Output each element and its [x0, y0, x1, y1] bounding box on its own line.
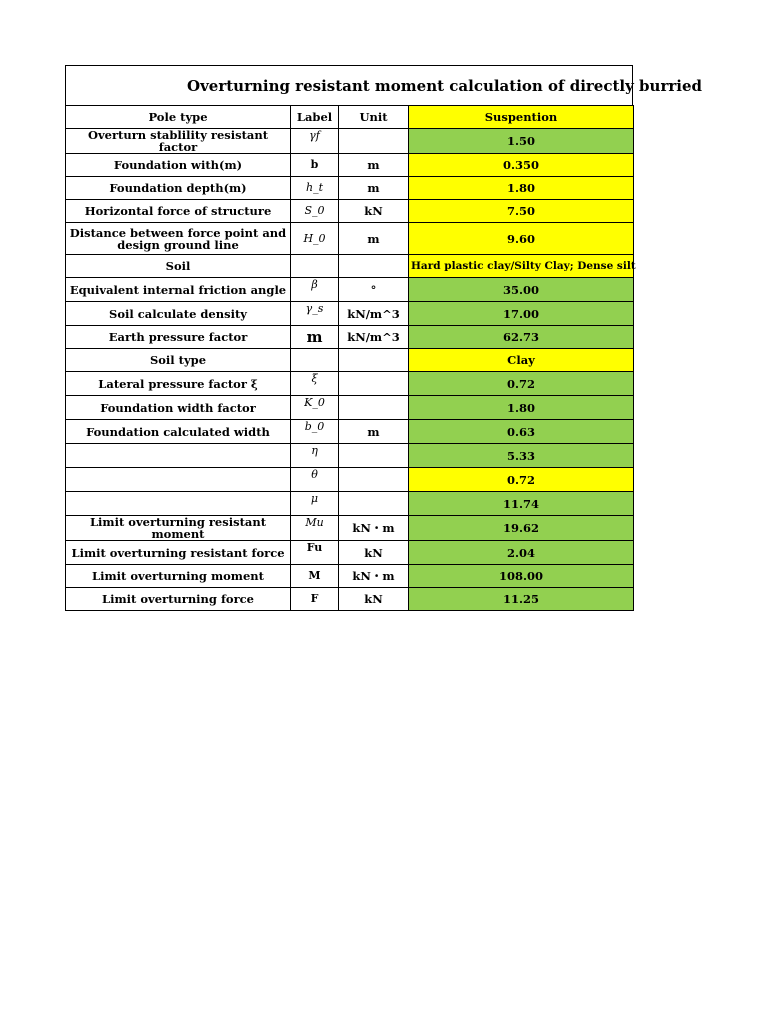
- row-unit: kN・m: [339, 565, 409, 588]
- calculation-sheet: [65, 65, 702, 611]
- row-name: Equivalent internal friction angle: [66, 278, 291, 302]
- header-value: Suspention: [409, 106, 634, 129]
- row-unit: [339, 255, 409, 278]
- table-row: [66, 516, 634, 541]
- row-name: Foundation depth(m): [66, 177, 291, 200]
- header-pole-type: Pole type: [66, 106, 291, 129]
- row-value: Hard plastic clay/Silty Clay; Dense silt: [409, 255, 634, 278]
- row-name: Foundation with(m): [66, 154, 291, 177]
- row-label: γf: [291, 129, 339, 154]
- row-name: Distance between force point and design ground line: [66, 223, 291, 255]
- row-unit: m: [339, 177, 409, 200]
- header-row: [66, 106, 634, 129]
- row-unit: kN・m: [339, 516, 409, 541]
- row-label: β: [291, 278, 339, 302]
- table-row: [66, 177, 634, 200]
- row-value: 9.60: [409, 223, 634, 255]
- table-row: [66, 541, 634, 565]
- row-name: Soil type: [66, 349, 291, 372]
- row-unit: kN/m^3: [339, 326, 409, 349]
- row-value: 7.50: [409, 200, 634, 223]
- row-label: Fu: [291, 541, 339, 565]
- row-unit: kN: [339, 588, 409, 611]
- row-value: 2.04: [409, 541, 634, 565]
- table-row: [66, 468, 634, 492]
- row-unit: kN/m^3: [339, 302, 409, 326]
- row-name: Soil calculate density: [66, 302, 291, 326]
- row-label: θ: [291, 468, 339, 492]
- table-row: [66, 326, 634, 349]
- row-value: 0.350: [409, 154, 634, 177]
- row-label: m: [291, 326, 339, 349]
- row-unit: [339, 468, 409, 492]
- sheet-title: Overturning resistant moment calculation of directly burried: [65, 65, 633, 105]
- row-unit: [339, 349, 409, 372]
- table-row: [66, 223, 634, 255]
- row-name: Limit overturning force: [66, 588, 291, 611]
- table-row: [66, 349, 634, 372]
- row-name: Foundation calculated width: [66, 420, 291, 444]
- row-unit: m: [339, 223, 409, 255]
- row-label: γ_s: [291, 302, 339, 326]
- row-value: 0.72: [409, 468, 634, 492]
- table-row: [66, 154, 634, 177]
- row-value: Clay: [409, 349, 634, 372]
- row-label: [291, 349, 339, 372]
- row-value: 1.80: [409, 396, 634, 420]
- table-row: [66, 129, 634, 154]
- table-row: [66, 278, 634, 302]
- row-name: Overturn stablility resistant factor: [66, 129, 291, 154]
- row-label: F: [291, 588, 339, 611]
- header-unit: Unit: [339, 106, 409, 129]
- row-name: Earth pressure factor: [66, 326, 291, 349]
- row-value: 0.63: [409, 420, 634, 444]
- table-row: [66, 588, 634, 611]
- row-value: 0.72: [409, 372, 634, 396]
- row-name: Soil: [66, 255, 291, 278]
- row-unit: [339, 396, 409, 420]
- row-label: S_0: [291, 200, 339, 223]
- row-unit: °: [339, 278, 409, 302]
- row-unit: [339, 492, 409, 516]
- row-label: b_0: [291, 420, 339, 444]
- row-unit: [339, 444, 409, 468]
- row-value: 1.80: [409, 177, 634, 200]
- table-row: [66, 200, 634, 223]
- table-row: [66, 396, 634, 420]
- table-row: [66, 255, 634, 278]
- row-value: 11.25: [409, 588, 634, 611]
- row-value: 17.00: [409, 302, 634, 326]
- row-label: h_t: [291, 177, 339, 200]
- row-label: η: [291, 444, 339, 468]
- row-unit: kN: [339, 200, 409, 223]
- table-row: [66, 372, 634, 396]
- row-label: M: [291, 565, 339, 588]
- row-value: 11.74: [409, 492, 634, 516]
- row-unit: m: [339, 154, 409, 177]
- row-value: 35.00: [409, 278, 634, 302]
- row-label: Mu: [291, 516, 339, 541]
- row-name: [66, 468, 291, 492]
- row-value: 1.50: [409, 129, 634, 154]
- row-value: 19.62: [409, 516, 634, 541]
- row-name: Limit overturning resistant moment: [66, 516, 291, 541]
- table-row: [66, 302, 634, 326]
- row-value: 108.00: [409, 565, 634, 588]
- row-unit: m: [339, 420, 409, 444]
- row-name: Foundation width factor: [66, 396, 291, 420]
- row-name: Limit overturning resistant force: [66, 541, 291, 565]
- row-name: Horizontal force of structure: [66, 200, 291, 223]
- row-value: 62.73: [409, 326, 634, 349]
- header-label: Label: [291, 106, 339, 129]
- row-unit: [339, 372, 409, 396]
- table-row: [66, 444, 634, 468]
- row-value: 5.33: [409, 444, 634, 468]
- row-name: Lateral pressure factor ξ: [66, 372, 291, 396]
- calculation-table: [65, 105, 634, 611]
- row-label: ξ: [291, 372, 339, 396]
- table-row: [66, 492, 634, 516]
- row-unit: kN: [339, 541, 409, 565]
- table-row: [66, 420, 634, 444]
- table-row: [66, 565, 634, 588]
- row-label: [291, 255, 339, 278]
- row-name: [66, 492, 291, 516]
- row-label: μ: [291, 492, 339, 516]
- row-unit: [339, 129, 409, 154]
- row-name: Limit overturning moment: [66, 565, 291, 588]
- row-label: b: [291, 154, 339, 177]
- row-label: K_0: [291, 396, 339, 420]
- row-label: H_0: [291, 223, 339, 255]
- row-name: [66, 444, 291, 468]
